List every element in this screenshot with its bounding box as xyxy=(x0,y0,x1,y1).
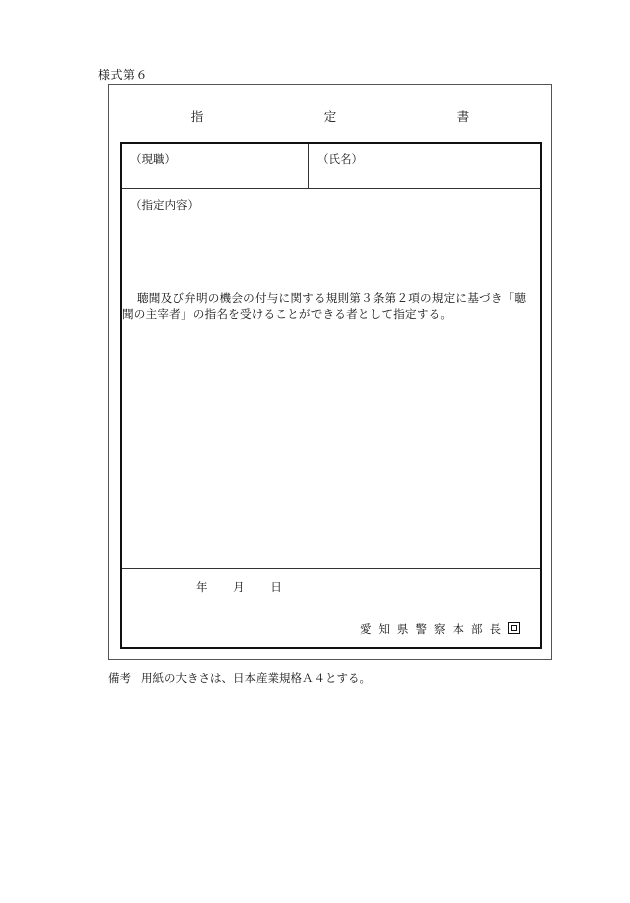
date-day-label: 日 xyxy=(270,580,282,594)
remarks-note xyxy=(108,670,371,686)
position-label: （現職） xyxy=(130,152,176,166)
position-cell xyxy=(122,144,309,188)
document-title: 指 定 書 xyxy=(190,109,524,124)
date-line xyxy=(196,579,282,595)
identity-row xyxy=(122,144,540,189)
date-month-label: 月 xyxy=(233,580,245,594)
date-year-label: 年 xyxy=(196,580,208,594)
content-text: 聴聞及び弁明の機会の付与に関する規則第３条第２項の規定に基づき「聴聞の主宰者」の指名を受けることができる者として指定する。 xyxy=(122,291,527,321)
issuer-line xyxy=(360,621,520,637)
content-label: （指定内容） xyxy=(130,198,199,212)
designation-form-table xyxy=(120,142,542,649)
name-cell xyxy=(309,144,540,188)
seal-icon xyxy=(508,622,520,634)
remarks-text: 用紙の大きさは、日本産業規格Ａ４とする。 xyxy=(141,671,371,685)
date-issuer-row xyxy=(122,569,540,647)
content-row xyxy=(122,189,540,569)
remarks-label: 備考 xyxy=(108,671,131,685)
issuer-name: 愛知県警察本部長 xyxy=(360,622,508,636)
form-number: 様式第６ xyxy=(98,68,149,82)
name-label: （氏名） xyxy=(317,152,363,166)
